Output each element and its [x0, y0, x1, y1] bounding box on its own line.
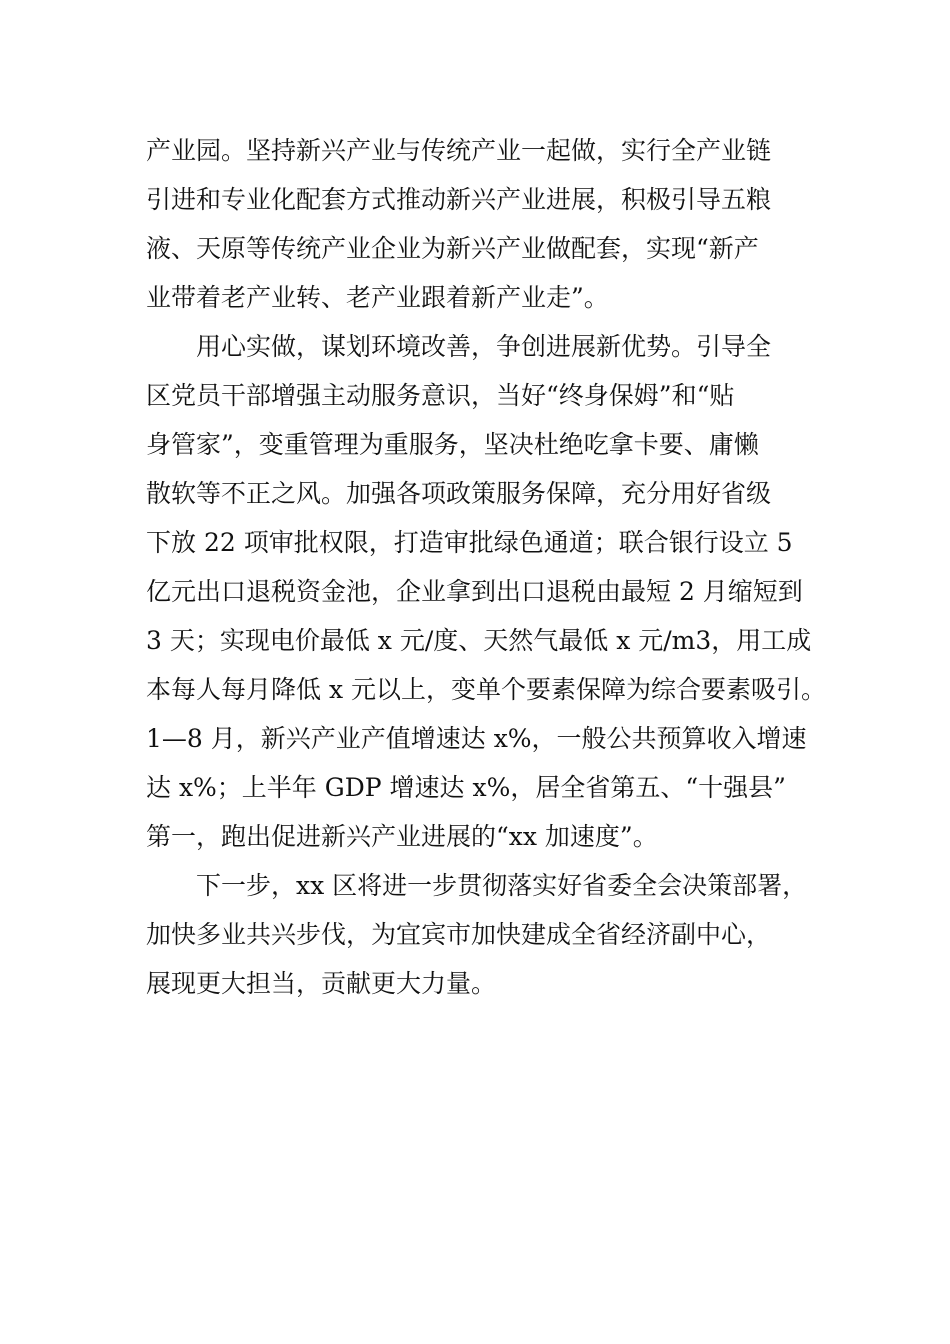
text-line: 产业园。坚持新兴产业与传统产业一起做，实行全产业链	[146, 136, 772, 165]
text-line: 第一，跑出促进新兴产业进展的“xx 加速度”。	[146, 822, 658, 851]
text-line: 1—8 月，新兴产业产值增速达 x%，一般公共预算收入增速	[146, 724, 807, 753]
text-line: 展现更大担当，贡献更大力量。	[146, 969, 497, 998]
document-body	[146, 126, 826, 1008]
text-line: 引进和专业化配套方式推动新兴产业进展，积极引导五粮	[146, 185, 772, 214]
text-line: 下放 22 项审批权限，打造审批绿色通道；联合银行设立 5	[146, 528, 793, 557]
paragraph-industrial-park	[146, 126, 826, 322]
paragraph-environment-improvement	[146, 322, 826, 861]
paragraph-next-steps	[146, 861, 826, 1008]
text-line: 用心实做，谋划环境改善，争创进展新优势。引导全	[196, 332, 772, 361]
text-line: 业带着老产业转、老产业跟着新产业走”。	[146, 283, 609, 312]
text-line: 达 x%；上半年 GDP 增速达 x%，居全省第五、“十强县”	[146, 773, 786, 802]
text-line: 身管家”，变重管理为重服务，坚决杜绝吃拿卡要、庸懒	[146, 430, 759, 459]
text-line: 下一步，xx 区将进一步贯彻落实好省委全会决策部署，	[196, 871, 808, 900]
text-line: 3 天；实现电价最低 x 元/度、天然气最低 x 元/m3，用工成	[146, 626, 812, 655]
text-line: 液、天原等传统产业企业为新兴产业做配套，实现“新产	[146, 234, 759, 263]
text-line: 本每人每月降低 x 元以上，变单个要素保障为综合要素吸引。	[146, 675, 826, 704]
text-line: 加快多业共兴步伐，为宜宾市加快建成全省经济副中心，	[146, 920, 772, 949]
text-line: 散软等不正之风。加强各项政策服务保障，充分用好省级	[146, 479, 772, 508]
text-line: 亿元出口退税资金池，企业拿到出口退税由最短 2 月缩短到	[146, 577, 803, 606]
text-line: 区党员干部增强主动服务意识，当好“终身保姆”和“贴	[146, 381, 735, 410]
